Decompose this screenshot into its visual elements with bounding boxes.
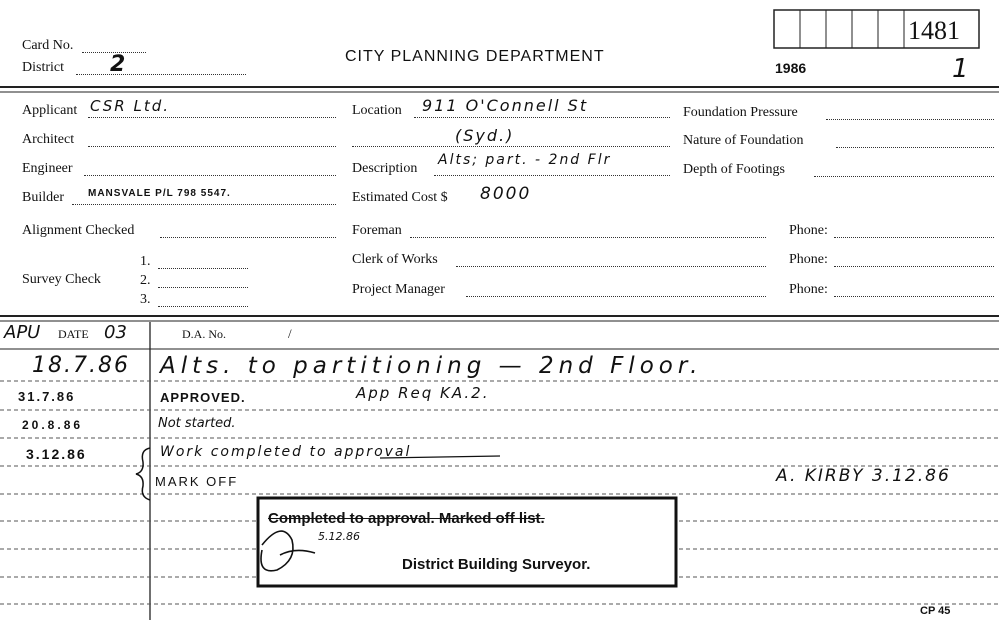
phone-label-3: Phone: [789, 282, 828, 297]
location-value: 911 O'Connell St [422, 96, 589, 115]
entry-date: 20.8.86 [22, 418, 84, 432]
applicant-value: CSR Ltd. [90, 97, 170, 115]
alignment-label: Alignment Checked [22, 223, 135, 238]
card-no-label: Card No. [22, 38, 74, 53]
builder-line [72, 204, 336, 205]
applicant-label: Applicant [22, 103, 78, 118]
description-label: Description [352, 161, 418, 176]
survey-label: Survey Check [22, 272, 101, 287]
district-value: 2 [110, 52, 128, 77]
phone-label-2: Phone: [789, 252, 828, 267]
district-line [76, 74, 246, 75]
phone-line-2 [834, 266, 994, 267]
da-label: D.A. No. [182, 327, 226, 341]
survey-2-line [158, 287, 248, 288]
engineer-label: Engineer [22, 161, 73, 176]
department-title: CITY PLANNING DEPARTMENT [345, 48, 605, 65]
phone-line-1 [834, 237, 994, 238]
district-label: District [22, 60, 64, 75]
location-line [414, 117, 670, 118]
applicant-line [88, 117, 336, 118]
form-code: CP 45 [920, 605, 951, 617]
survey-2: 2. [140, 273, 151, 288]
location-value-2: (Syd.) [455, 126, 515, 145]
entry-text: APPROVED. [160, 390, 246, 405]
entry-extra: App Req KA.2. [356, 384, 490, 402]
location-label: Location [352, 103, 402, 118]
architect-label: Architect [22, 132, 75, 147]
entry-signature: A. KIRBY 3.12.86 [776, 466, 951, 486]
builder-value: MANSVALE P/L 798 5547. [88, 188, 231, 199]
phone-label-1: Phone: [789, 223, 828, 238]
clerk-line [456, 266, 766, 267]
foundation-pressure-line [826, 119, 994, 120]
entry-date: 31.7.86 [18, 389, 76, 404]
architect-line [88, 146, 336, 147]
date-label: DATE [58, 327, 89, 341]
depth-footings-line [814, 176, 994, 177]
pm-label: Project Manager [352, 282, 445, 297]
alignment-line [160, 237, 336, 238]
card-number: 1481 [908, 16, 960, 45]
year-mark: 1 [952, 54, 971, 84]
year: 1986 [775, 60, 807, 76]
pm-line [466, 296, 766, 297]
nature-foundation-line [836, 147, 994, 148]
foreman-line [410, 237, 766, 238]
foundation-pressure-label: Foundation Pressure [683, 105, 798, 120]
entry-date: 3.12.86 [26, 446, 87, 462]
app-mark: APU [4, 322, 41, 343]
cost-value: 8000 [480, 184, 532, 204]
engineer-line [84, 175, 336, 176]
nature-foundation-label: Nature of Foundation [683, 133, 804, 148]
survey-3-line [158, 306, 248, 307]
date-mark: 03 [104, 322, 127, 343]
description-value: Alts; part. - 2nd Flr [438, 152, 612, 168]
foreman-label: Foreman [352, 223, 402, 238]
description-line [434, 175, 670, 176]
survey-1: 1. [140, 254, 151, 269]
builder-label: Builder [22, 190, 64, 205]
phone-line-3 [834, 296, 994, 297]
entry-date: 18.7.86 [32, 353, 130, 378]
cost-label: Estimated Cost $ [352, 190, 448, 205]
depth-footings-label: Depth of Footings [683, 162, 785, 177]
location-line-2 [352, 146, 670, 147]
entry-text: Work completed to approval [160, 444, 412, 460]
entry-text-2: MARK OFF [155, 474, 239, 489]
survey-3: 3. [140, 292, 151, 307]
da-slash: / [288, 326, 292, 341]
survey-1-line [158, 268, 248, 269]
stamp-line2: District Building Surveyor. [402, 556, 591, 573]
entry-text: Alts. to partitioning — 2nd Floor. [160, 353, 703, 379]
clerk-label: Clerk of Works [352, 252, 438, 267]
stamp-date: 5.12.86 [318, 530, 360, 543]
entry-text: Not started. [158, 416, 236, 431]
stamp-line1: Completed to approval. Marked off list. [268, 510, 545, 527]
